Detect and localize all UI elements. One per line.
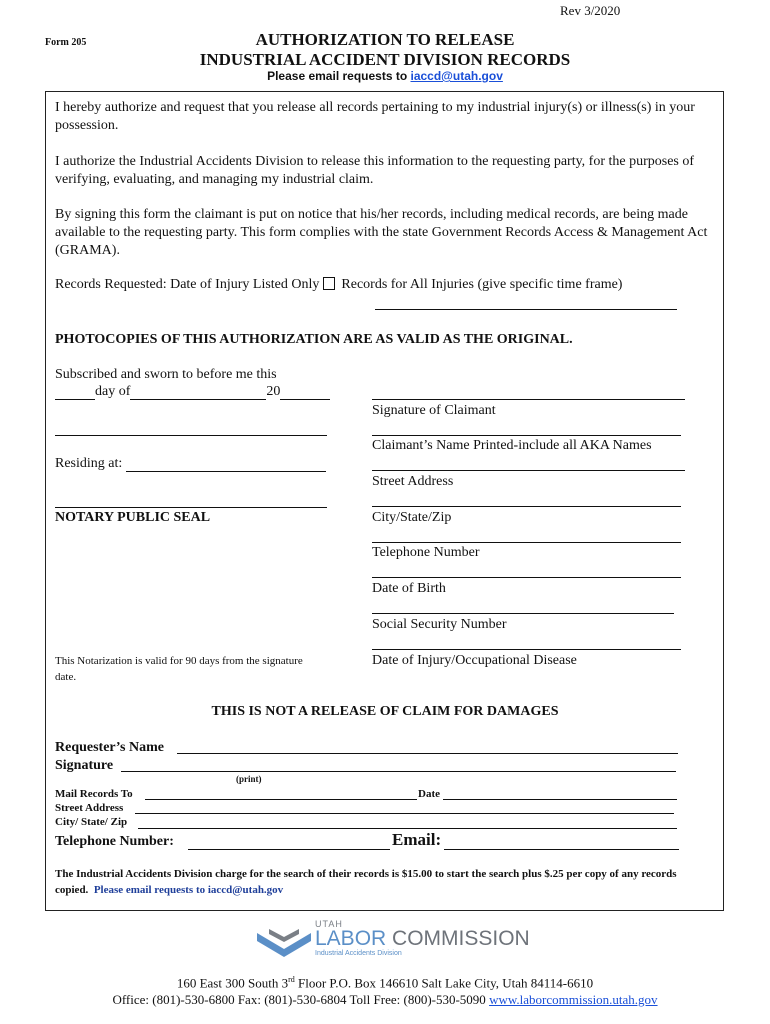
city-state-zip-line[interactable] <box>372 506 681 507</box>
requester-city-line[interactable] <box>138 828 677 829</box>
sworn-statement: Subscribed and sworn to before me this <box>55 367 277 382</box>
form-number: Form 205 <box>45 37 87 48</box>
grama-paragraph: By signing this form the claimant is put on notice that his/her records, including medical records, are being made available to the requesting party. This form complies with the state Government Records Access & Management Act (GRAMA). <box>55 207 708 258</box>
year-prefix: 20 <box>266 384 281 399</box>
email-label: Email: <box>392 830 442 849</box>
claimant-field-label: Claimant’s Name Printed-include all AKA Names <box>372 438 652 453</box>
ssn-line[interactable] <box>372 613 674 614</box>
logo-division: Industrial Accidents Division <box>315 950 402 957</box>
telephone-line[interactable] <box>372 542 681 543</box>
records-requested-row <box>55 277 622 293</box>
street-address-label: Street Address <box>55 802 124 814</box>
notarization-valid-note: This Notarization is valid for 90 days from the signature date. <box>55 655 303 683</box>
notary-seal-label: NOTARY PUBLIC SEAL <box>55 510 211 525</box>
footer-contact-text: Office: (801)-530-6800 Fax: (801)-530-6804 Toll Free: (800)-530-5090 <box>112 992 490 1007</box>
year-blank[interactable] <box>280 386 330 400</box>
residing-label: Residing at: <box>55 456 123 471</box>
day-of-row <box>55 384 330 400</box>
telephone-label: Telephone Number: <box>55 834 174 849</box>
email-link[interactable]: iaccd@utah.gov <box>410 69 503 83</box>
logo-name-b: COMMISSION <box>386 927 530 950</box>
requester-signature-label: Signature <box>55 758 114 773</box>
requester-street-line[interactable] <box>135 813 674 814</box>
requester-signature-line[interactable] <box>121 771 676 772</box>
records-all-label: Records for All Injuries (give specific time frame) <box>341 277 623 292</box>
claimant-field-label: Social Security Number <box>372 617 507 632</box>
form-title-line1: AUTHORIZATION TO RELEASE <box>255 30 515 49</box>
website-link[interactable]: www.laborcommission.utah.gov <box>489 992 658 1007</box>
email-request-note <box>0 69 770 83</box>
email-request-prefix: Please email requests to <box>267 69 411 83</box>
claimant-field-label: Date of Birth <box>372 581 446 596</box>
records-requested-label: Records Requested: Date of Injury Listed Only <box>55 277 320 292</box>
fee-email-note: Please email requests to iaccd@utah.gov <box>93 884 284 896</box>
time-frame-line[interactable] <box>375 309 677 310</box>
requester-name-line[interactable] <box>177 753 678 754</box>
authorization-paragraph-2: I authorize the Industrial Accidents Division to release this information to the requesting party, for the purposes of verifying, evaluating, and managing my industrial claim. <box>55 154 695 187</box>
street-address-line[interactable] <box>372 470 685 471</box>
day-blank[interactable] <box>55 386 95 400</box>
mail-records-label: Mail Records To <box>55 788 133 800</box>
date-of-injury-line[interactable] <box>372 649 681 650</box>
residing-row <box>55 456 326 472</box>
print-label: (print) <box>236 774 262 784</box>
footer-address-sup: rd <box>288 975 295 984</box>
photocopies-notice: PHOTOCOPIES OF THIS AUTHORIZATION ARE AS VALID AS THE ORIGINAL. <box>55 332 573 347</box>
authorization-paragraph-1: I hereby authorize and request that you release all records pertaining to my industrial injury(s) or illness(s) in your possession. <box>55 100 695 133</box>
city-state-zip-label: City/ State/ Zip <box>55 816 128 828</box>
date-label: Date <box>418 788 440 800</box>
telephone-line-requester[interactable] <box>188 849 390 850</box>
day-of-label: day of <box>95 384 131 399</box>
claimant-signature-line[interactable] <box>372 399 685 400</box>
labor-commission-logo <box>255 919 530 965</box>
footer-address-a: 160 East 300 South 3 <box>176 975 289 991</box>
claimant-name-line[interactable] <box>372 435 681 436</box>
claimant-field-label: Street Address <box>372 474 454 489</box>
requester-name-label: Requester’s Name <box>55 740 164 755</box>
not-release-notice: THIS IS NOT A RELEASE OF CLAIM FOR DAMAGES <box>211 704 559 719</box>
notary-signature-line[interactable] <box>55 435 327 436</box>
chevron-logo-icon <box>255 923 313 961</box>
residing-blank[interactable] <box>126 458 326 472</box>
records-all-checkbox[interactable] <box>323 277 335 290</box>
logo-name-a: LABOR <box>315 927 387 950</box>
revision-label: Rev 3/2020 <box>560 3 621 18</box>
month-blank[interactable] <box>130 386 266 400</box>
footer-address <box>0 975 770 991</box>
mail-records-line[interactable] <box>145 799 417 800</box>
claimant-field-label: Date of Injury/Occupational Disease <box>372 653 577 668</box>
logo-name <box>315 928 530 950</box>
claimant-field-label: Signature of Claimant <box>372 403 496 418</box>
date-line[interactable] <box>443 799 677 800</box>
email-line[interactable] <box>444 849 679 850</box>
footer-address-b: Floor P.O. Box 146610 Salt Lake City, Utah 84114-6610 <box>294 975 594 991</box>
form-title-line2: INDUSTRIAL ACCIDENT DIVISION RECORDS <box>199 50 571 69</box>
fee-text: The Industrial Accidents Division charge for the search of their records is $15.00 to start the search plus $.25 per copy of any records copied. <box>55 868 677 896</box>
logo-state: UTAH <box>315 919 343 929</box>
fee-notice <box>55 866 715 898</box>
claimant-field-label: Telephone Number <box>372 545 480 560</box>
date-of-birth-line[interactable] <box>372 577 681 578</box>
notary-extra-line[interactable] <box>55 507 327 508</box>
footer-contact <box>0 992 770 1008</box>
claimant-field-label: City/State/Zip <box>372 510 452 525</box>
